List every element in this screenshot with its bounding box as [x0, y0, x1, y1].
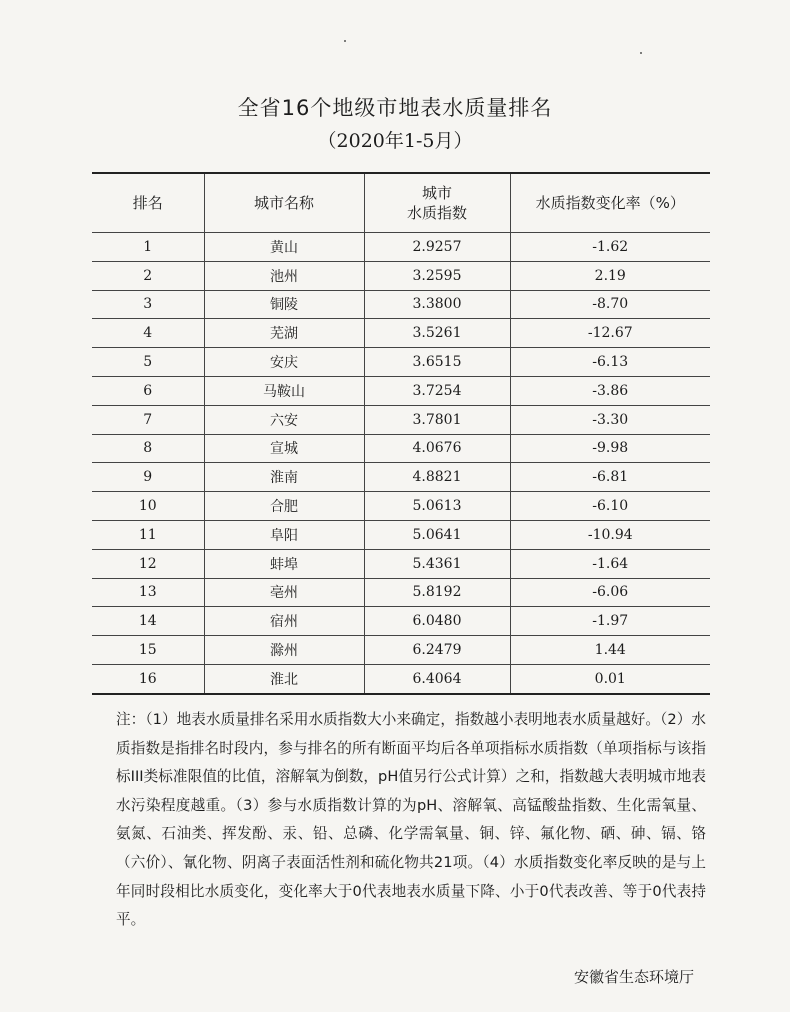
- change-rate-cell: -1.64: [510, 549, 710, 578]
- city-cell: 淮北: [204, 664, 364, 693]
- water-index-cell: 6.0480: [364, 607, 510, 636]
- rank-cell: 3: [92, 290, 204, 319]
- city-cell: 蚌埠: [204, 549, 364, 578]
- table-row: [92, 549, 710, 578]
- change-rate-cell: -3.30: [510, 405, 710, 434]
- table-row: [92, 434, 710, 463]
- rank-cell: 9: [92, 463, 204, 492]
- change-rate-cell: -9.98: [510, 434, 710, 463]
- ranking-table: [92, 172, 710, 695]
- city-cell: 铜陵: [204, 290, 364, 319]
- table-row: [92, 520, 710, 549]
- table-row: [92, 261, 710, 290]
- water-index-cell: 5.8192: [364, 578, 510, 607]
- water-index-cell: 2.9257: [364, 233, 510, 262]
- rank-cell: 14: [92, 607, 204, 636]
- city-cell: 安庆: [204, 348, 364, 377]
- change-rate-cell: 1.44: [510, 636, 710, 665]
- change-rate-cell: 2.19: [510, 261, 710, 290]
- table-row: [92, 607, 710, 636]
- change-rate-cell: -6.13: [510, 348, 710, 377]
- city-cell: 宿州: [204, 607, 364, 636]
- rank-cell: 1: [92, 233, 204, 262]
- change-rate-cell: -10.94: [510, 520, 710, 549]
- rank-cell: 2: [92, 261, 204, 290]
- table-row: [92, 405, 710, 434]
- change-rate-cell: -1.62: [510, 233, 710, 262]
- table-row: [92, 463, 710, 492]
- water-index-cell: 5.0613: [364, 492, 510, 521]
- table-row: [92, 348, 710, 377]
- city-cell: 宣城: [204, 434, 364, 463]
- table-row: [92, 664, 710, 693]
- change-rate-cell: 0.01: [510, 664, 710, 693]
- change-rate-cell: -6.10: [510, 492, 710, 521]
- page-subtitle: （2020年1-5月）: [317, 130, 473, 152]
- city-cell: 六安: [204, 405, 364, 434]
- header-rank: 排名: [92, 173, 204, 233]
- table-row: [92, 578, 710, 607]
- water-index-cell: 4.8821: [364, 463, 510, 492]
- water-index-cell: 3.6515: [364, 348, 510, 377]
- city-cell: 淮南: [204, 463, 364, 492]
- change-rate-cell: -8.70: [510, 290, 710, 319]
- city-cell: 阜阳: [204, 520, 364, 549]
- header-change-rate: 水质指数变化率（%）: [510, 173, 710, 233]
- city-cell: 亳州: [204, 578, 364, 607]
- rank-cell: 16: [92, 664, 204, 693]
- rank-cell: 5: [92, 348, 204, 377]
- rank-cell: 7: [92, 405, 204, 434]
- water-index-cell: 4.0676: [364, 434, 510, 463]
- city-cell: 黄山: [204, 233, 364, 262]
- water-index-cell: 3.7801: [364, 405, 510, 434]
- table-row: [92, 492, 710, 521]
- rank-cell: 10: [92, 492, 204, 521]
- water-index-cell: 5.4361: [364, 549, 510, 578]
- water-index-cell: 3.5261: [364, 319, 510, 348]
- rank-cell: 8: [92, 434, 204, 463]
- water-index-cell: 3.3800: [364, 290, 510, 319]
- rank-cell: 12: [92, 549, 204, 578]
- header-city-name: 城市名称: [204, 173, 364, 233]
- rank-cell: 4: [92, 319, 204, 348]
- change-rate-cell: -1.97: [510, 607, 710, 636]
- rank-cell: 11: [92, 520, 204, 549]
- change-rate-cell: -3.86: [510, 376, 710, 405]
- scan-speck: [640, 52, 642, 54]
- table-row: [92, 376, 710, 405]
- table-header-row: [92, 173, 710, 233]
- city-cell: 合肥: [204, 492, 364, 521]
- rank-cell: 13: [92, 578, 204, 607]
- header-water-index: 城市 水质指数: [364, 173, 510, 233]
- issuer-signature: 安徽省生态环境厅: [573, 968, 694, 986]
- table-row: [92, 636, 710, 665]
- water-index-cell: 3.2595: [364, 261, 510, 290]
- change-rate-cell: -12.67: [510, 319, 710, 348]
- water-index-cell: 5.0641: [364, 520, 510, 549]
- scan-speck: [344, 40, 346, 42]
- water-index-cell: 6.2479: [364, 636, 510, 665]
- table-row: [92, 319, 710, 348]
- table-row: [92, 290, 710, 319]
- rank-cell: 15: [92, 636, 204, 665]
- rank-cell: 6: [92, 376, 204, 405]
- city-cell: 滁州: [204, 636, 364, 665]
- water-index-cell: 3.7254: [364, 376, 510, 405]
- page-title: 全省16个地级市地表水质量排名: [237, 96, 553, 120]
- table-row: [92, 233, 710, 262]
- city-cell: 芜湖: [204, 319, 364, 348]
- city-cell: 马鞍山: [204, 376, 364, 405]
- change-rate-cell: -6.81: [510, 463, 710, 492]
- water-index-cell: 6.4064: [364, 664, 510, 693]
- change-rate-cell: -6.06: [510, 578, 710, 607]
- notes-paragraph: 注：（1）地表水质量排名采用水质指数大小来确定，指数越小表明地表水质量越好。（2）水质指数是指排名时段内，参与排名的所有断面平均后各单项指标水质指数（单项指标与该指标III类标准限值的比值，溶解氧为倒数，pH值另行公式计算）之和，指数越大表明城市地表水污染程度越重。（3）参与水质指数计算的为pH、溶解氧、高锰酸盐指数、生化需氧量、氨氮、石油类、挥发酚、汞、铅、总磷、化学需氧量、铜、锌、氟化物、硒、砷、镉、铬（六价）、氰化物、阴离子表面活性剂和硫化物共21项。（4）水质指数变化率反映的是与上年同时段相比水质变化，变化率大于0代表地表水质量下降、小于0代表改善、等于0代表持平。: [116, 711, 706, 929]
- city-cell: 池州: [204, 261, 364, 290]
